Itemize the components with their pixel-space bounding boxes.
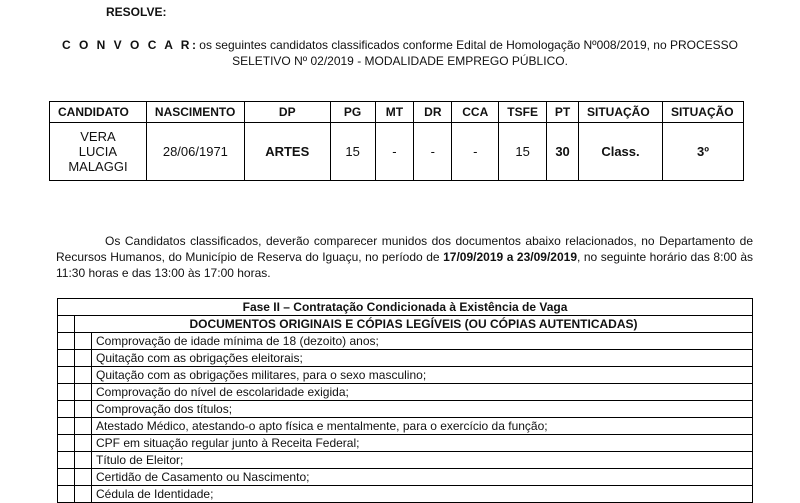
- docs-subtitle: DOCUMENTOS ORIGINAIS E CÓPIAS LEGÍVEIS (OU CÓPIAS AUTENTICADAS): [75, 316, 753, 333]
- documents-table: [57, 298, 753, 503]
- docs-item: Comprovação dos títulos;: [92, 401, 753, 418]
- cell-dr: -: [414, 123, 452, 181]
- docs-checkbox-cell: [75, 469, 92, 486]
- docs-checkbox-cell: [75, 401, 92, 418]
- header-pt: PT: [547, 102, 579, 123]
- header-situacao-2: SITUAÇÃO: [662, 102, 743, 123]
- cell-mt: -: [375, 123, 414, 181]
- header-dp: DP: [244, 102, 330, 123]
- candidates-table: [49, 101, 744, 181]
- cell-dp: ARTES: [244, 123, 330, 181]
- docs-item: CPF em situação regular junto à Receita Federal;: [92, 435, 753, 452]
- resolve-heading: RESOLVE:: [106, 5, 167, 19]
- paragraph-part1: Os Candidatos classificados, deverão comparecer munidos dos documentos abaixo relacionados, no Departamento de Recursos Humanos, do Município de Reserva do Iguaçu, no período de: [56, 234, 753, 264]
- cell-tsfe: 15: [499, 123, 547, 181]
- docs-checkbox-cell: [75, 418, 92, 435]
- table-row: [50, 123, 744, 181]
- table-row: [58, 452, 753, 469]
- table-row: [58, 333, 753, 350]
- candidate-name-line: MALAGGI: [68, 159, 128, 174]
- docs-empty-cell: [58, 401, 75, 418]
- header-dr: DR: [414, 102, 452, 123]
- table-row: [58, 384, 753, 401]
- docs-empty-cell: [58, 384, 75, 401]
- docs-title-row: [58, 299, 753, 316]
- docs-checkbox-cell: [75, 333, 92, 350]
- paragraph-period: 17/09/2019 a 23/09/2019: [443, 250, 577, 264]
- cell-candidato: [50, 123, 147, 181]
- docs-empty-cell: [58, 316, 75, 333]
- docs-empty-cell: [58, 418, 75, 435]
- docs-item: Comprovação de idade mínima de 18 (dezoito) anos;: [92, 333, 753, 350]
- docs-item: Certidão de Casamento ou Nascimento;: [92, 469, 753, 486]
- cell-situacao: Class.: [579, 123, 663, 181]
- docs-checkbox-cell: [75, 384, 92, 401]
- docs-item: Atestado Médico, atestando-o apto física e mentalmente, para o exercício da função;: [92, 418, 753, 435]
- docs-checkbox-cell: [75, 435, 92, 452]
- table-row: [58, 367, 753, 384]
- docs-item: Título de Eleitor;: [92, 452, 753, 469]
- instructions-paragraph: [56, 233, 753, 281]
- convocar-keyword: C O N V O C A R: [62, 38, 192, 52]
- table-row: [58, 435, 753, 452]
- cell-nascimento: 28/06/1971: [146, 123, 244, 181]
- header-pg: PG: [330, 102, 375, 123]
- docs-empty-cell: [58, 435, 75, 452]
- table-row: [58, 350, 753, 367]
- docs-empty-cell: [58, 452, 75, 469]
- docs-checkbox-cell: [75, 350, 92, 367]
- docs-checkbox-cell: [75, 367, 92, 384]
- cell-pg: 15: [330, 123, 375, 181]
- docs-subtitle-row: [58, 316, 753, 333]
- header-cca: CCA: [452, 102, 499, 123]
- cell-situacao-2: 3º: [662, 123, 743, 181]
- cell-cca: -: [452, 123, 499, 181]
- candidate-name-line: VERA: [80, 129, 116, 144]
- docs-checkbox-cell: [75, 452, 92, 469]
- docs-item: Comprovação do nível de escolaridade exigida;: [92, 384, 753, 401]
- docs-empty-cell: [58, 350, 75, 367]
- table-row: [58, 418, 753, 435]
- docs-item: Quitação com as obrigações militares, para o sexo masculino;: [92, 367, 753, 384]
- header-nascimento: NASCIMENTO: [146, 102, 244, 123]
- header-mt: MT: [375, 102, 414, 123]
- candidates-header-row: [50, 102, 744, 123]
- table-row: [58, 469, 753, 486]
- header-situacao: SITUAÇÃO: [579, 102, 663, 123]
- candidate-name-line: LUCIA: [78, 144, 118, 159]
- table-row: [58, 401, 753, 418]
- docs-title: Fase II – Contratação Condicionada à Existência de Vaga: [58, 299, 753, 316]
- paragraph-part2: , no seguinte horário das 8:00 às 11:30 horas e das 13:00 às 17:00 horas.: [56, 250, 753, 280]
- docs-empty-cell: [58, 333, 75, 350]
- docs-item: Cédula de Identidade;: [92, 486, 753, 503]
- docs-item: Quitação com as obrigações eleitorais;: [92, 350, 753, 367]
- convocation-text: [50, 37, 750, 69]
- docs-empty-cell: [58, 367, 75, 384]
- header-candidato: CANDIDATO: [50, 102, 147, 123]
- convocar-colon: :: [191, 38, 196, 52]
- header-tsfe: TSFE: [499, 102, 547, 123]
- docs-empty-cell: [58, 469, 75, 486]
- convocar-body: os seguintes candidatos classificados conforme Edital de Homologação Nº008/2019, no PROCESSO SELETIVO Nº 02/2019 - MODALIDADE EMPREGO PÚBLICO.: [195, 38, 738, 68]
- cell-pt: 30: [547, 123, 579, 181]
